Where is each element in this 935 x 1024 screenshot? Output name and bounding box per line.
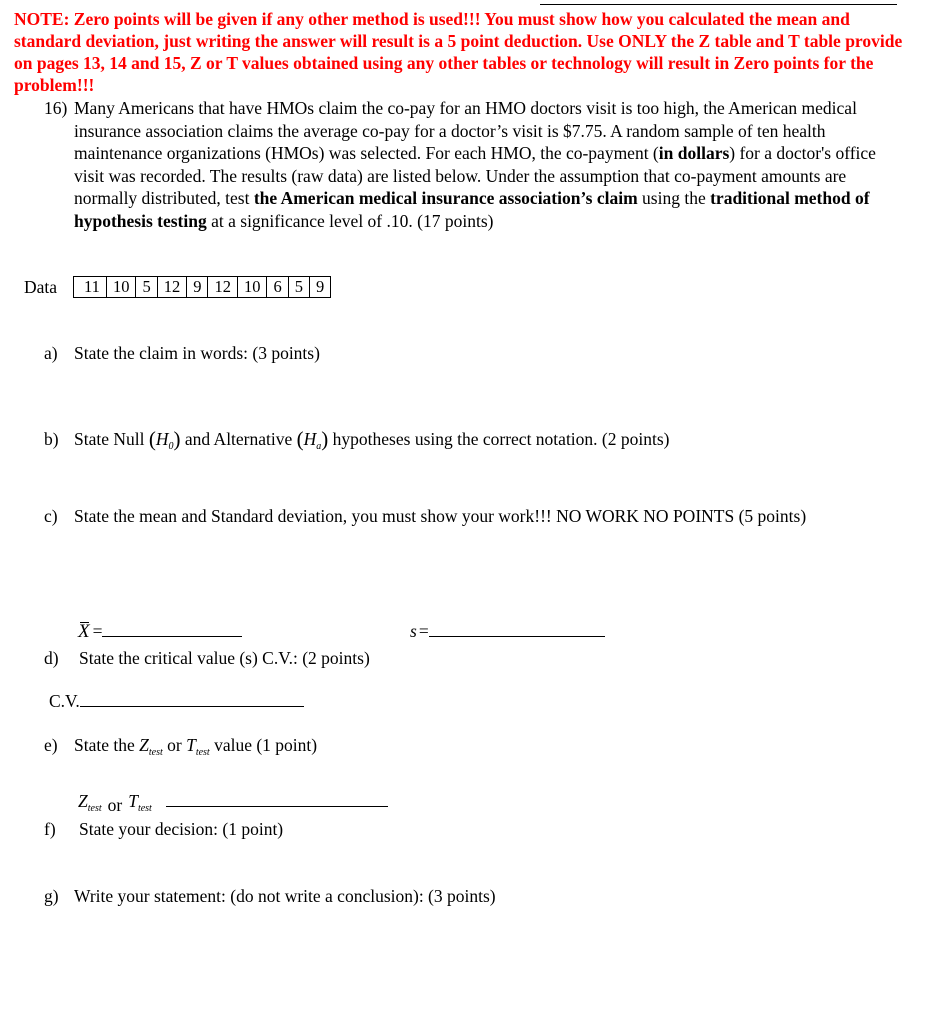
question-label: g) [44,886,59,906]
problem-emphasis: traditional method of hypothesis testing [74,188,870,231]
data-label: Data [24,276,58,297]
question-b: b) State Null $(H_0)$ and Alternative $(H_a)$ hypotheses using the correct notation. (2 points) [44,427,670,452]
equals-sign: = [418,621,429,641]
data-cell: 5 [136,277,157,298]
cv-answer-line [49,690,304,712]
question-g [44,885,496,907]
data-cell: 11 [84,277,100,296]
question-e [44,734,317,764]
null-subscript: 0 [168,441,174,452]
mean-answer-line [78,620,242,643]
question-label: b) [44,429,59,449]
cv-label: C.V. [49,691,80,711]
null-symbol: H [155,429,169,449]
or-text: or [107,795,123,815]
data-table [73,276,331,298]
problem-text: at a significance level of .10. (17 points) [206,210,494,231]
z-subscript: test [148,747,163,758]
problem-text: Many Americans that have HMOs claim the co-pay for an HMO doctors visit is too high, the American medical insurance association claims the average co-pay for a doctor’s visit is $7.75. A random sample of ten health maintenance organizations (HMOs) was selected. For each HMO, the co-payment ( [74,98,857,163]
data-cell: 12 [157,277,187,298]
equals-sign: = [92,621,103,641]
question-text: State Null [74,429,149,449]
t-subscript: test [137,803,152,814]
question-text: State your decision: (1 point) [79,819,284,839]
data-cell: 6 [267,277,288,298]
mean-symbol: X [78,621,90,642]
problem-text: using the [637,188,711,208]
question-text: or [162,735,187,755]
mean-blank[interactable] [102,636,242,637]
data-cell: 10 [237,277,267,298]
z-symbol: Z [78,791,88,811]
test-stat-answer-line [78,790,388,820]
question-label: d) [44,648,59,668]
question-text: State the [74,735,140,755]
t-subscript: test [195,747,210,758]
question-a [44,342,320,364]
z-symbol: Z [139,735,149,755]
data-cell: 9 [309,277,330,298]
data-cell: 12 [208,277,238,298]
question-d [44,647,370,669]
question-text: value (1 point) [209,735,318,755]
z-subscript: test [87,803,102,814]
warning-note: NOTE: Zero points will be given if any other method is used!!! You must show how you calculated the mean and standard deviation, just writing the answer will result is a 5 point deduction. Use ONLY the Z table and T table provide on pages 13, 14 and 15, Z or T values obtained using any other tables or technology will result in Zero points for the problem!!! [14,9,903,95]
problem-text: ) for a doctor's office visit was recorded. The results (raw data) are listed below. Under the assumption that co-payment amounts are normally distributed, test [74,143,876,208]
question-text: and Alternative [180,429,297,449]
test-stat-blank[interactable] [166,806,388,807]
sd-answer-line [410,620,605,642]
question-text: Write your statement: (do not write a conclusion): (3 points) [74,886,496,906]
data-row [24,276,331,298]
question-label: c) [44,506,58,526]
t-symbol: T [186,735,196,755]
question-text: State the mean and Standard deviation, you must show your work!!! NO WORK NO POINTS (5 points) [74,506,807,526]
problem-emphasis: the American medical insurance association’s claim [253,188,638,208]
data-cell: 5 [288,277,309,298]
problem-number: 16) [44,98,68,118]
alt-symbol: H [303,429,317,449]
question-text: State the critical value (s) C.V.: (2 points) [79,648,370,668]
question-label: a) [44,343,58,363]
problem-statement [44,97,904,232]
question-text: hypotheses using the correct notation. (2 points) [328,429,670,449]
t-symbol: T [128,791,138,811]
question-c [44,505,806,527]
alt-subscript: a [316,441,322,452]
question-f [44,818,283,840]
problem-body [74,97,904,232]
question-label: f) [44,819,56,839]
cv-blank[interactable] [80,706,304,707]
problem-emphasis: in dollars [658,143,730,163]
sd-symbol: s [410,621,417,641]
top-rule [540,4,897,5]
data-cell: 9 [187,277,208,298]
data-cell: 10 [106,277,136,298]
question-label: e) [44,735,58,755]
sd-blank[interactable] [429,636,605,637]
question-text: State the claim in words: (3 points) [74,343,320,363]
